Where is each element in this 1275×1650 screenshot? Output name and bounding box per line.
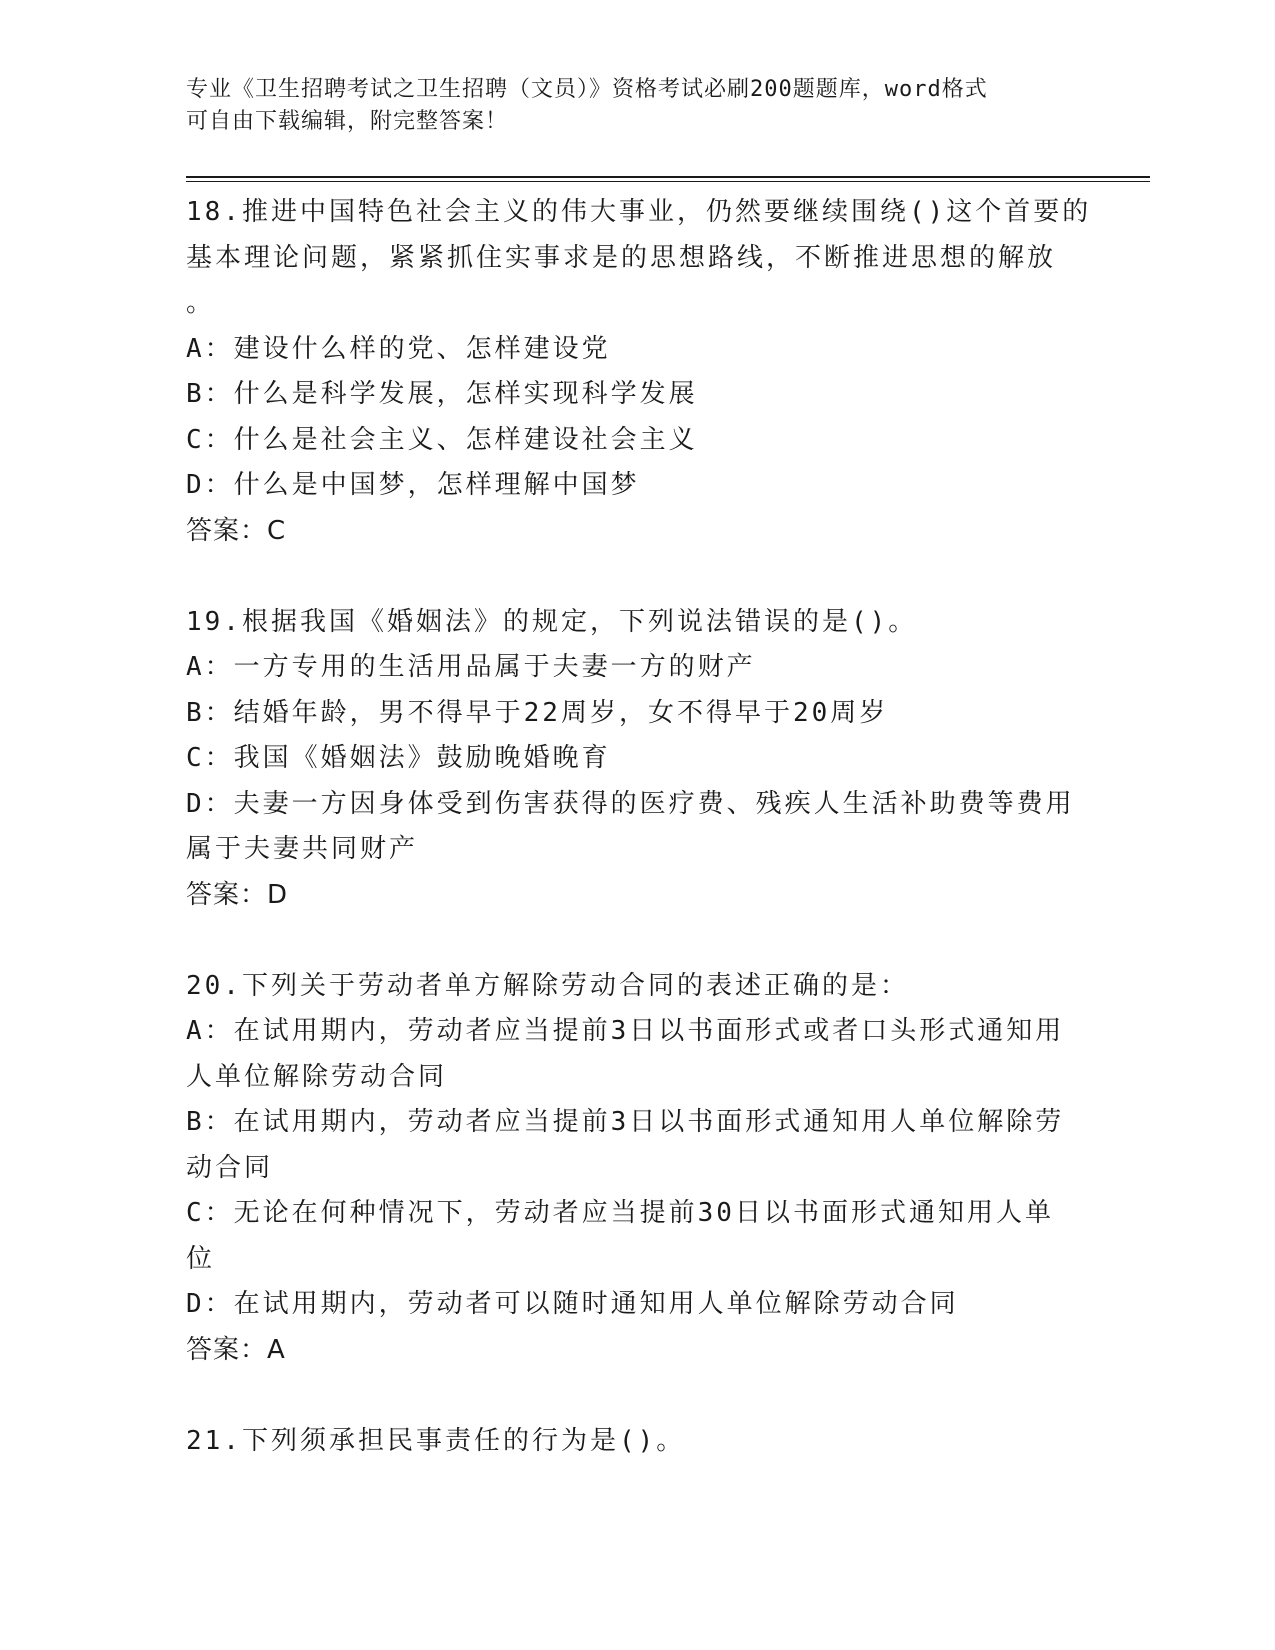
question-block [186,964,1086,1419]
option-line: C：我国《婚姻法》鼓励晚婚晚育 [186,743,611,773]
question-stem-line: 20.下列关于劳动者单方解除劳动合同的表述正确的是： [186,970,909,1001]
question-block [186,190,1092,600]
question-spacer [186,918,1086,964]
question-list [186,190,1092,1464]
option-line: B：什么是科学发展，怎样实现科学发展 [186,379,698,409]
question-stem-line: 。 [186,288,216,318]
answer-line: 答案：C [186,515,287,546]
option-line: 动合同 [186,1152,274,1183]
option-line: A：一方专用的生活用品属于夫妻一方的财产 [186,652,756,682]
option-line: D：在试用期内，劳动者可以随时通知用人单位解除劳动合同 [186,1289,959,1319]
header-line-2: 可自由下载编辑，附完整答案！ [186,109,509,134]
option-line: D：什么是中国梦，怎样理解中国梦 [186,470,640,500]
header-rule-thin [186,181,1150,182]
option-line: A：在试用期内，劳动者应当提前3日以书面形式或者口头形式通知用 [186,1016,1065,1046]
header-rule-thick [186,176,1150,178]
option-line: C：无论在何种情况下，劳动者应当提前30日以书面形式通知用人单 [186,1198,1054,1228]
question-block [186,1419,1086,1465]
option-line: B：在试用期内，劳动者应当提前3日以书面形式通知用人单位解除劳 [186,1107,1065,1137]
answer-line: 答案：A [186,1334,286,1365]
option-line: 属于夫妻共同财产 [186,834,419,864]
question-stem-line: 19.根据我国《婚姻法》的规定，下列说法错误的是()。 [186,606,918,637]
option-line: B：结婚年龄，男不得早于22周岁，女不得早于20周岁 [186,697,889,728]
question-block [186,600,1086,964]
option-line: 位 [186,1243,216,1274]
option-line: A：建设什么样的党、怎样建设党 [186,333,611,364]
option-line: C：什么是社会主义、怎样建设社会主义 [186,424,698,455]
option-line: 人单位解除劳动合同 [186,1061,448,1092]
question-spacer [186,554,1086,600]
document-header [186,74,1066,138]
question-stem-line: 18.推进中国特色社会主义的伟大事业，仍然要继续围绕()这个首要的 [186,197,1092,227]
question-spacer [186,1373,1086,1419]
question-stem-line: 基本理论问题，紧紧抓住实事求是的思想路线，不断推进思想的解放 [186,242,1057,273]
answer-line: 答案：D [186,879,289,910]
question-stem-line: 21.下列须承担民事责任的行为是()。 [186,1425,686,1456]
header-line-1: 专业《卫生招聘考试之卫生招聘（文员）》资格考试必刷200题题库，word格式 [186,77,988,102]
option-line: D：夫妻一方因身体受到伤害获得的医疗费、残疾人生活补助费等费用 [186,788,1075,819]
